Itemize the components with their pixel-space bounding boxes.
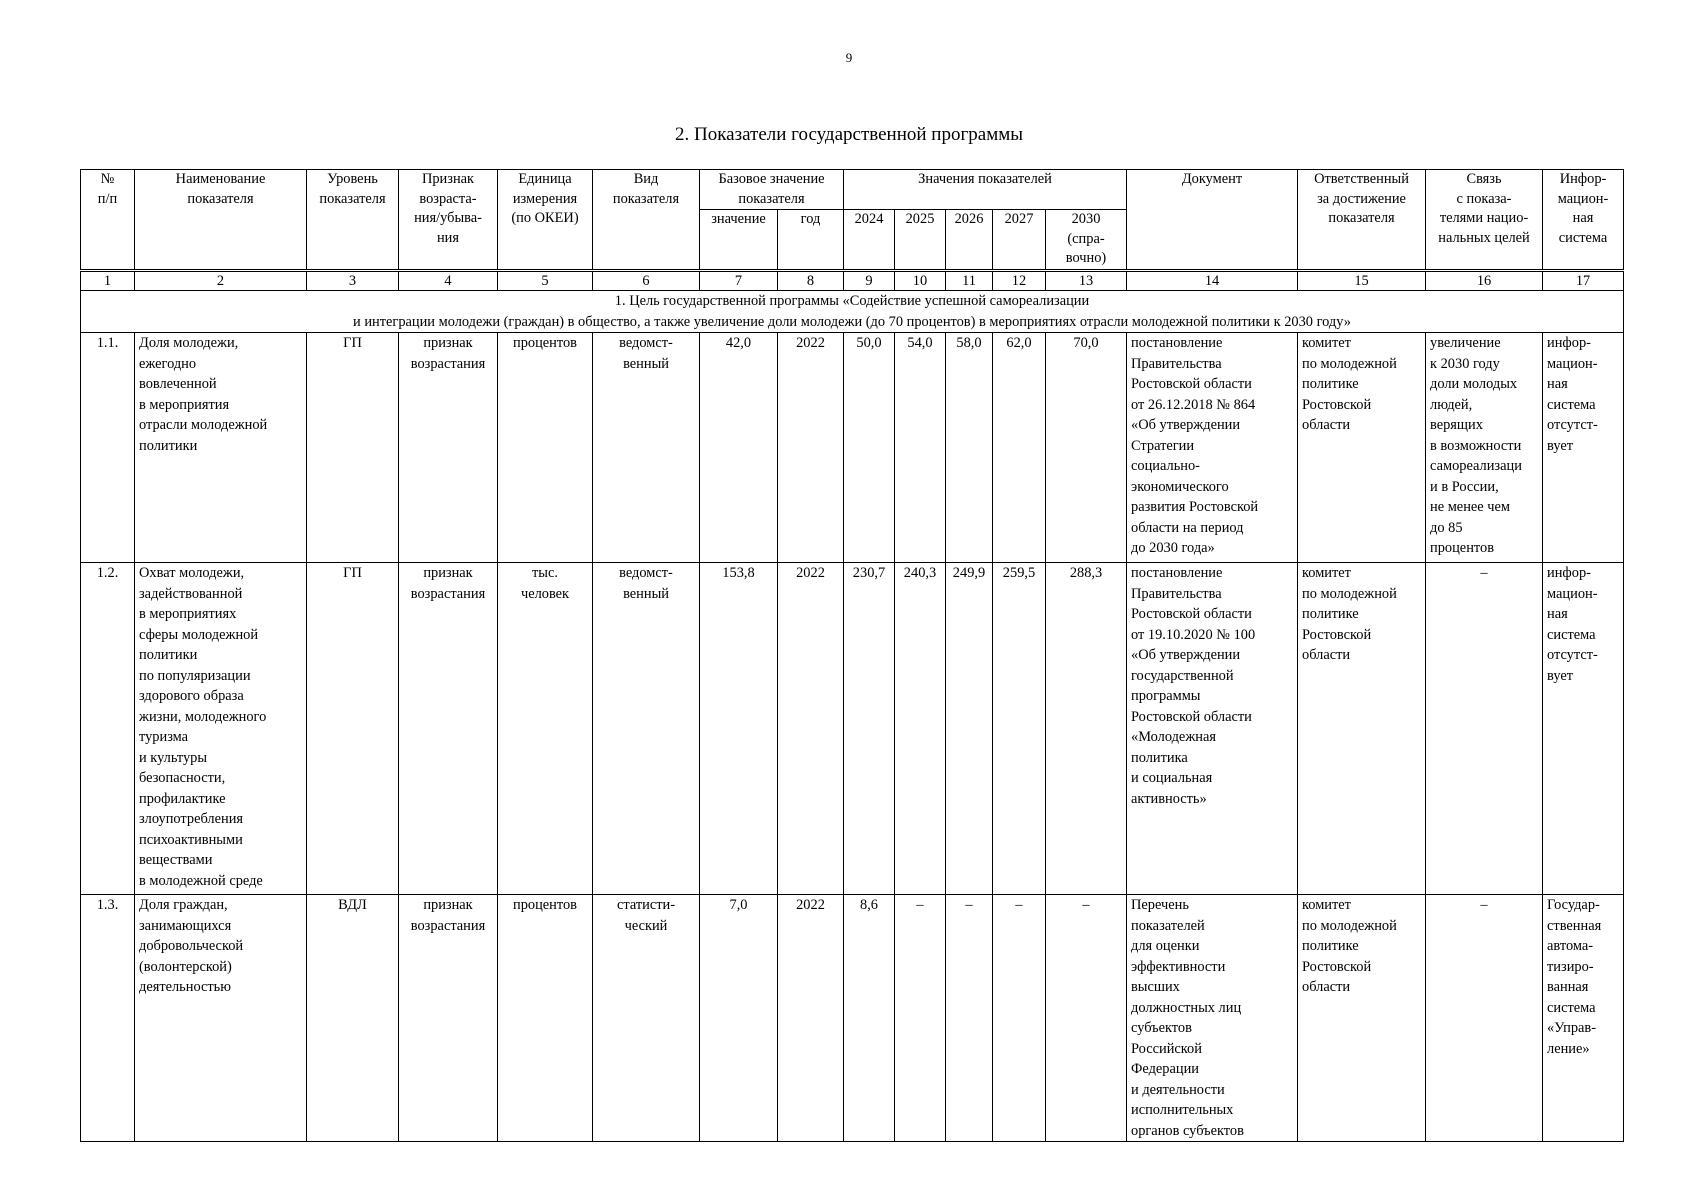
value-2025: 240,3 [895,563,946,895]
indicator-level: ГП [307,333,399,563]
value-2027: – [993,895,1046,1142]
column-number: 1 [81,271,135,291]
table-row [81,895,1624,1142]
national-goal-link: – [1426,563,1543,895]
indicators-table [80,169,1624,1142]
indicator-document: Перечень показателей для оценки эффективности высших должностных лиц субъектов Российской Федерации и деятельности исполнительных органов субъектов [1127,895,1298,1142]
column-number: 16 [1426,271,1543,291]
value-2027: 62,0 [993,333,1046,563]
column-number: 9 [844,271,895,291]
header-row-1 [81,170,1624,210]
header-base-value: Базовое значение показателя [700,170,844,210]
header-unit: Единица измерения (по ОКЕИ) [498,170,593,271]
column-number: 6 [593,271,700,291]
value-2026: 58,0 [946,333,993,563]
indicator-name: Доля молодежи, ежегодно вовлеченной в мероприятия отрасли молодежной политики [135,333,307,563]
indicator-responsible: комитет по молодежной политике Ростовской области [1298,333,1426,563]
info-system: инфор- мацион- ная система отсутст- вует [1543,333,1624,563]
value-2026: – [946,895,993,1142]
column-number: 3 [307,271,399,291]
base-year: 2022 [778,333,844,563]
header-year-2025: 2025 [895,210,946,271]
value-2030: 288,3 [1046,563,1127,895]
column-number: 7 [700,271,778,291]
header-year-2027: 2027 [993,210,1046,271]
indicator-level: ГП [307,563,399,895]
indicator-unit: процентов [498,895,593,1142]
column-number: 14 [1127,271,1298,291]
indicator-level: ВДЛ [307,895,399,1142]
header-number: № п/п [81,170,135,271]
value-2025: – [895,895,946,1142]
base-value: 7,0 [700,895,778,1142]
page-number: 9 [845,50,853,65]
indicator-trend: признак возрастания [399,333,498,563]
base-value: 42,0 [700,333,778,563]
page-title: 2. Показатели государственной программы [674,124,1024,145]
row-number: 1.1. [81,333,135,563]
indicator-type: статисти- ческий [593,895,700,1142]
header-responsible: Ответственный за достижение показателя [1298,170,1426,271]
header-trend: Признак возраста- ния/убыва- ния [399,170,498,271]
header-indicator-values: Значения показателей [844,170,1127,210]
header-year-2024: 2024 [844,210,895,271]
value-2030: 70,0 [1046,333,1127,563]
indicator-document: постановление Правительства Ростовской области от 26.12.2018 № 864 «Об утверждении Стратегии социально- экономического развития Ростовской области на период до 2030 года» [1127,333,1298,563]
column-number: 15 [1298,271,1426,291]
header-national-goals-link: Связь с показа- телями нацио- нальных целей [1426,170,1543,271]
indicator-unit: процентов [498,333,593,563]
column-number: 11 [946,271,993,291]
header-year-2030: 2030 (спра- вочно) [1046,210,1127,271]
column-number: 10 [895,271,946,291]
base-year: 2022 [778,895,844,1142]
header-level: Уровень показателя [307,170,399,271]
header-document: Документ [1127,170,1298,271]
column-number: 13 [1046,271,1127,291]
column-numbers-row [81,271,1624,291]
indicator-trend: признак возрастания [399,895,498,1142]
program-goal: 1. Цель государственной программы «Содействие успешной самореализации и интеграции молодежи (граждан) в общество, а также увеличение доли молодежи (до 70 процентов) в мероприятиях отрасли молодежной политики к 2030 году» [81,291,1624,333]
header-year-2026: 2026 [946,210,993,271]
indicator-name: Охват молодежи, задействованной в мероприятиях сферы молодежной политики по популяризации здорового образа жизни, молодежного туризма и культуры безопасности, профилактике злоупотребления психоактивными веществами в молодежной среде [135,563,307,895]
header-info-system: Инфор- мацион- ная система [1543,170,1624,271]
value-2026: 249,9 [946,563,993,895]
value-2030: – [1046,895,1127,1142]
value-2024: 50,0 [844,333,895,563]
column-number: 12 [993,271,1046,291]
column-number: 2 [135,271,307,291]
column-number: 4 [399,271,498,291]
header-type: Вид показателя [593,170,700,271]
value-2024: 230,7 [844,563,895,895]
column-number: 8 [778,271,844,291]
value-2025: 54,0 [895,333,946,563]
value-2024: 8,6 [844,895,895,1142]
indicator-name: Доля граждан, занимающихся добровольческой (волонтерской) деятельностью [135,895,307,1142]
base-year: 2022 [778,563,844,895]
goal-row [81,291,1624,333]
table-row [81,333,1624,563]
header-base-value-value: значение [700,210,778,271]
national-goal-link: – [1426,895,1543,1142]
indicator-document: постановление Правительства Ростовской области от 19.10.2020 № 100 «Об утверждении государственной программы Ростовской области «Молодежная политика и социальная активность» [1127,563,1298,895]
row-number: 1.2. [81,563,135,895]
row-number: 1.3. [81,895,135,1142]
column-number: 17 [1543,271,1624,291]
column-number: 5 [498,271,593,291]
header-base-value-year: год [778,210,844,271]
indicator-type: ведомст- венный [593,333,700,563]
header-indicator-name: Наименование показателя [135,170,307,271]
info-system: Государ- ственная автома- тизиро- ванная система «Управ- ление» [1543,895,1624,1142]
indicator-type: ведомст- венный [593,563,700,895]
indicator-responsible: комитет по молодежной политике Ростовской области [1298,563,1426,895]
indicator-unit: тыс. человек [498,563,593,895]
table-row [81,563,1624,895]
info-system: инфор- мацион- ная система отсутст- вует [1543,563,1624,895]
base-value: 153,8 [700,563,778,895]
national-goal-link: увеличение к 2030 году доли молодых людей, верящих в возможности самореализаци и в России, не менее чем до 85 процентов [1426,333,1543,563]
indicator-trend: признак возрастания [399,563,498,895]
indicator-responsible: комитет по молодежной политике Ростовской области [1298,895,1426,1142]
value-2027: 259,5 [993,563,1046,895]
